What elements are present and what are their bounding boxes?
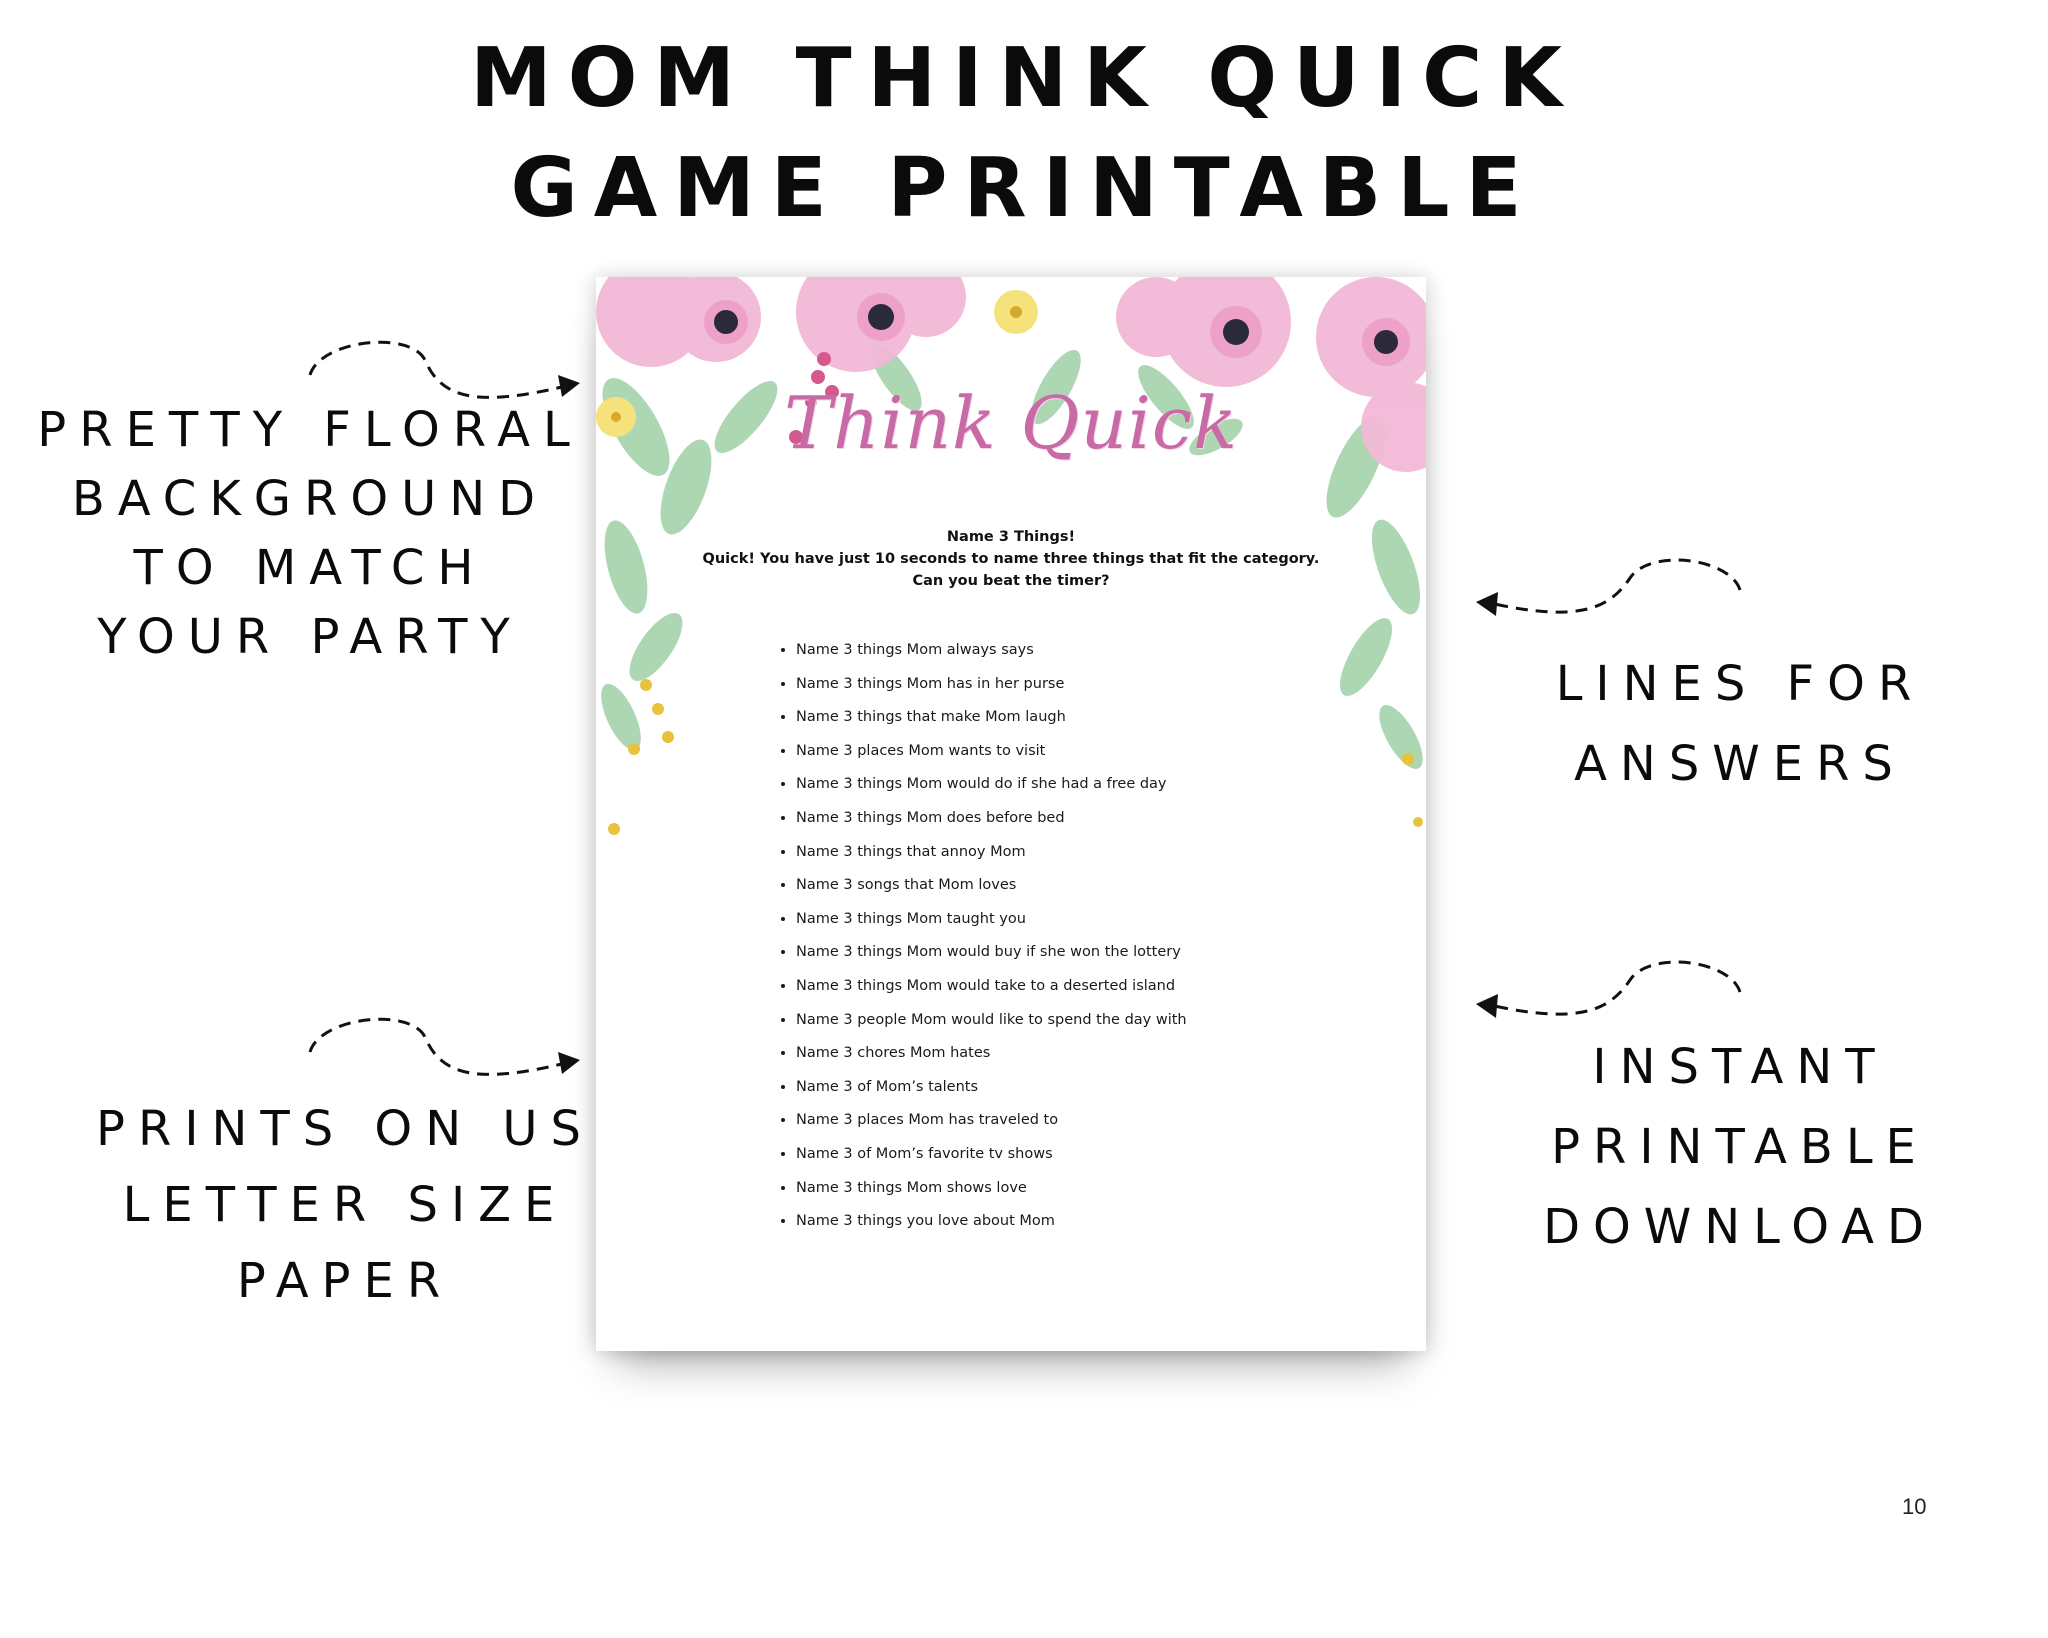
list-item: • Name 3 things Mom would do if she had a free day xyxy=(796,774,1187,808)
headline-line-1: MOM THINK QUICK xyxy=(470,31,1578,126)
sheet-instructions xyxy=(596,526,1426,592)
callout-floral-line: YOUR PARTY xyxy=(97,609,523,665)
callout-instant-line: INSTANT xyxy=(1592,1039,1888,1095)
callout-lines-for-answers xyxy=(1480,644,2000,804)
question-list xyxy=(754,640,1187,1245)
list-item: • Name 3 things Mom shows love xyxy=(796,1178,1187,1212)
sheet-title: Think Quick xyxy=(784,381,1238,465)
callout-instant-line: DOWNLOAD xyxy=(1543,1199,1937,1255)
callout-lines-line: LINES FOR xyxy=(1555,656,1925,712)
instructions-body: Quick! You have just 10 seconds to name three things that fit the category. xyxy=(702,551,1320,567)
list-item: • Name 3 things that annoy Mom xyxy=(796,842,1187,876)
headline-line-2: GAME PRINTABLE xyxy=(510,141,1538,236)
list-item: • Name 3 of Mom’s talents xyxy=(796,1077,1187,1111)
list-item: • Name 3 things Mom always says xyxy=(796,640,1187,674)
callout-floral-line: TO MATCH xyxy=(133,540,487,596)
list-item: • Name 3 places Mom has traveled to xyxy=(796,1110,1187,1144)
list-item: • Name 3 things that make Mom laugh xyxy=(796,707,1187,741)
callout-floral-line: BACKGROUND xyxy=(71,471,549,527)
list-item: • Name 3 people Mom would like to spend the day with xyxy=(796,1010,1187,1044)
callout-letter-line: LETTER SIZE xyxy=(122,1177,568,1233)
dashed-arrow-icon xyxy=(300,335,590,415)
list-item: • Name 3 things Mom taught you xyxy=(796,909,1187,943)
callout-lines-line: ANSWERS xyxy=(1574,736,1906,792)
list-item: • Name 3 chores Mom hates xyxy=(796,1043,1187,1077)
list-item: • Name 3 of Mom’s favorite tv shows xyxy=(796,1144,1187,1178)
callout-floral-background xyxy=(30,396,590,672)
dashed-arrow-icon xyxy=(1470,548,1750,628)
callout-letter-line: PAPER xyxy=(236,1253,454,1309)
dashed-arrow-icon xyxy=(300,1012,590,1092)
callout-floral-line: PRETTY FLORAL xyxy=(37,402,583,458)
list-item: • Name 3 songs that Mom loves xyxy=(796,875,1187,909)
callout-instant-download xyxy=(1480,1027,2000,1267)
callout-letter-size xyxy=(60,1091,630,1319)
list-item: • Name 3 things Mom does before bed xyxy=(796,808,1187,842)
callout-letter-line: PRINTS ON US xyxy=(96,1101,594,1157)
list-item: • Name 3 things Mom has in her purse xyxy=(796,674,1187,708)
list-item: • Name 3 things Mom would buy if she won the lottery xyxy=(796,942,1187,976)
list-item: • Name 3 things you love about Mom xyxy=(796,1211,1187,1245)
instructions-challenge: Can you beat the timer? xyxy=(912,573,1110,589)
list-item: • Name 3 places Mom wants to visit xyxy=(796,741,1187,775)
instructions-heading: Name 3 Things! xyxy=(946,529,1076,545)
callout-instant-line: PRINTABLE xyxy=(1551,1119,1929,1175)
list-item: • Name 3 things Mom would take to a deserted island xyxy=(796,976,1187,1010)
page-number: 10 xyxy=(1902,1494,1927,1519)
dashed-arrow-icon xyxy=(1470,950,1750,1030)
printable-sheet xyxy=(596,277,1426,1351)
